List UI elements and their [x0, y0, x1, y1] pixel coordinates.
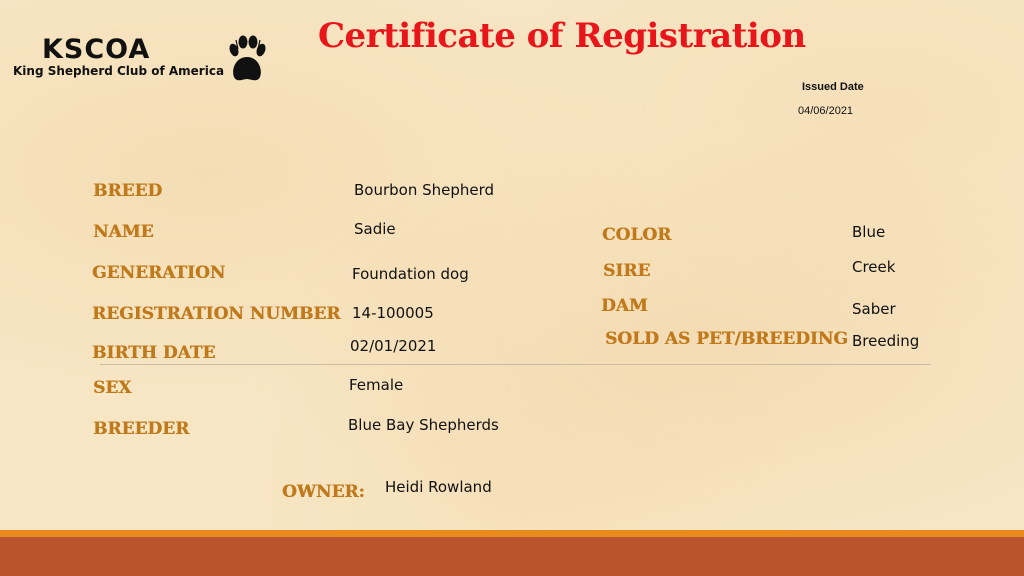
- sire-value: Creek: [852, 258, 896, 276]
- birth-date-value: 02/01/2021: [350, 337, 437, 355]
- generation-label: GENERATION: [92, 263, 226, 283]
- owner-label: OWNER:: [282, 482, 365, 502]
- registration-number-label: REGISTRATION NUMBER: [92, 304, 341, 324]
- issued-date-value: 04/06/2021: [798, 105, 854, 117]
- breeder-label: BREEDER: [93, 419, 190, 439]
- name-label: NAME: [93, 222, 154, 242]
- color-label: COLOR: [602, 225, 672, 245]
- divider-line: [100, 364, 931, 365]
- dam-value: Saber: [852, 300, 896, 318]
- sire-label: SIRE: [603, 261, 651, 281]
- logo-subtitle: King Shepherd Club of America: [13, 64, 225, 78]
- footer-accent-bar: [0, 530, 1024, 537]
- issued-date-label: Issued Date: [802, 81, 864, 93]
- registration-number-value: 14-100005: [352, 304, 434, 322]
- owner-value: Heidi Rowland: [385, 478, 492, 496]
- footer-bar: [0, 537, 1024, 576]
- paw-print-icon: [226, 35, 268, 85]
- color-value: Blue: [852, 223, 886, 241]
- certificate-title: Certificate of Registration: [318, 16, 806, 56]
- breed-label: BREED: [93, 181, 163, 201]
- sold-as-label: SOLD AS PET/BREEDING: [605, 329, 848, 349]
- name-value: Sadie: [354, 220, 396, 238]
- birth-date-label: BIRTH DATE: [92, 343, 216, 363]
- dam-label: DAM: [601, 296, 648, 316]
- sold-as-value: Breeding: [852, 332, 920, 350]
- sex-value: Female: [349, 376, 404, 394]
- sex-label: SEX: [93, 378, 132, 398]
- logo-text: KSCOA: [42, 34, 151, 65]
- breed-value: Bourbon Shepherd: [354, 181, 495, 199]
- breeder-value: Blue Bay Shepherds: [348, 416, 499, 434]
- generation-value: Foundation dog: [352, 265, 469, 283]
